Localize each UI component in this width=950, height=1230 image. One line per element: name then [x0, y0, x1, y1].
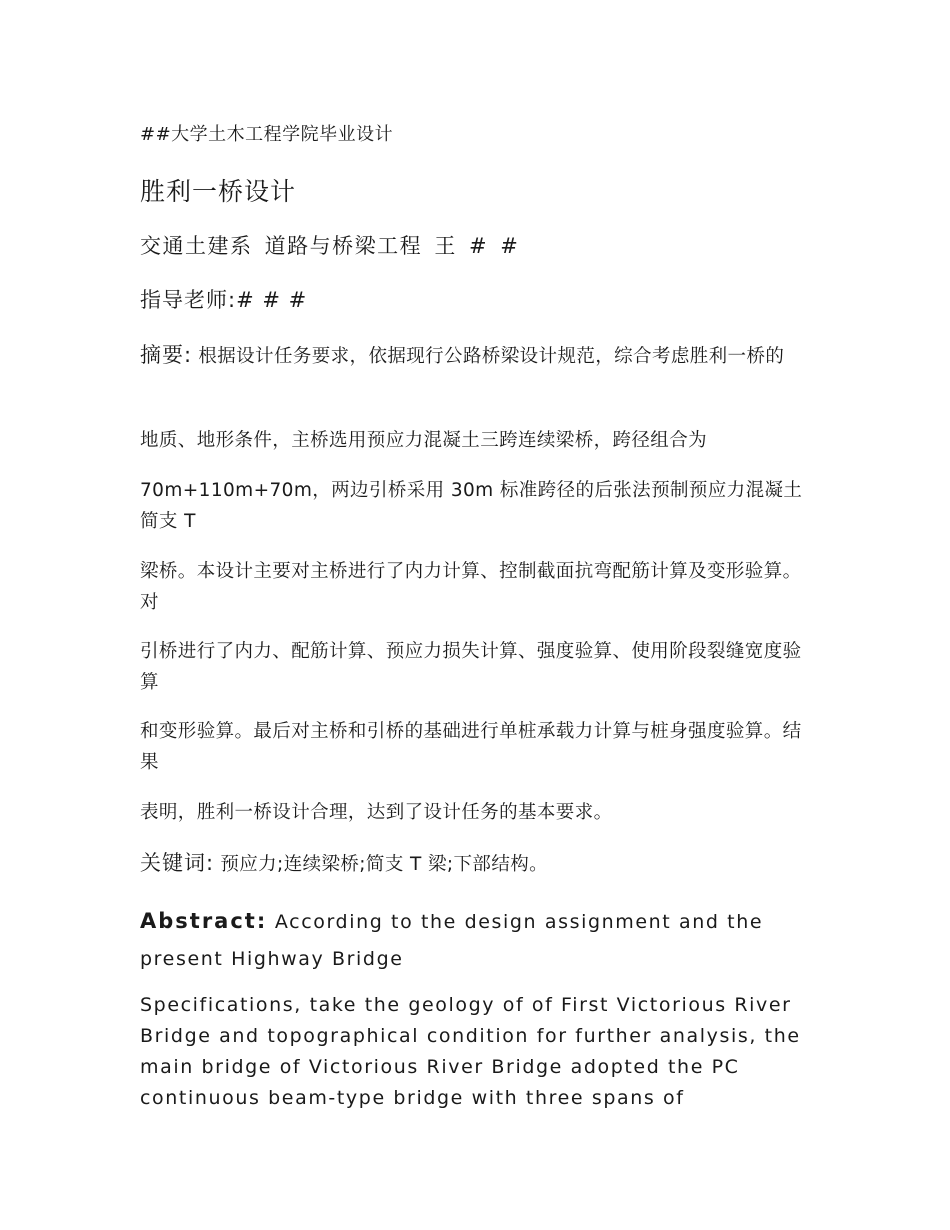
abstract-en-paragraph: Specifications, take the geology of of First Victorious River Bridge and topographical condition for further analysis, the main bridge of Victorious River Bridge adopted the PC continuous beam-type bridge with three spans of — [140, 994, 801, 1109]
abstract-cn-paragraph: 表明，胜利一桥设计合理，达到了设计任务的基本要求。 — [140, 802, 613, 823]
keywords-cn-text: 预应力;连续梁桥;简支 T 梁;下部结构。 — [214, 854, 549, 875]
abstract-cn-paragraph: 70m+110m+70m，两边引桥采用 30m 标准跨径的后张法预制预应力混凝土简支 T — [140, 480, 803, 532]
abstract-en-text: According to the design assignment and the present Highway Bridge — [140, 911, 764, 970]
abstract-cn-paragraph: 引桥进行了内力、配筋计算、预应力损失计算、强度验算、使用阶段裂缝宽度验算 — [140, 641, 802, 693]
abstract-cn-paragraph: 地质、地形条件，主桥选用预应力混凝土三跨连续梁桥，跨径组合为 — [140, 430, 708, 451]
abstract-en-label: Abstract: — [140, 909, 268, 933]
keywords-cn-label: 关键词: — [140, 851, 215, 875]
advisor-line: 指导老师:# # # — [140, 288, 308, 312]
abstract-cn-text: 根据设计任务要求，依据现行公路桥梁设计规范，综合考虑胜利一桥的 — [192, 346, 785, 367]
abstract-cn-label: 摘要: — [140, 343, 193, 367]
university-header: ##大学土木工程学院毕业设计 — [140, 124, 394, 145]
keywords-cn — [140, 848, 812, 880]
abstract-cn-paragraph: 梁桥。本设计主要对主桥进行了内力计算、控制截面抗弯配筋计算及变形验算。对 — [140, 561, 802, 613]
abstract-cn-paragraph: 和变形验算。最后对主桥和引桥的基础进行单桩承载力计算与桩身强度验算。结果 — [140, 721, 802, 773]
department-line: 交通土建系 道路与桥梁工程 王 # # — [140, 234, 520, 258]
abstract-cn-paragraph — [140, 340, 812, 372]
thesis-title: 胜利一桥设计 — [140, 177, 297, 206]
abstract-en-paragraph — [140, 903, 812, 978]
